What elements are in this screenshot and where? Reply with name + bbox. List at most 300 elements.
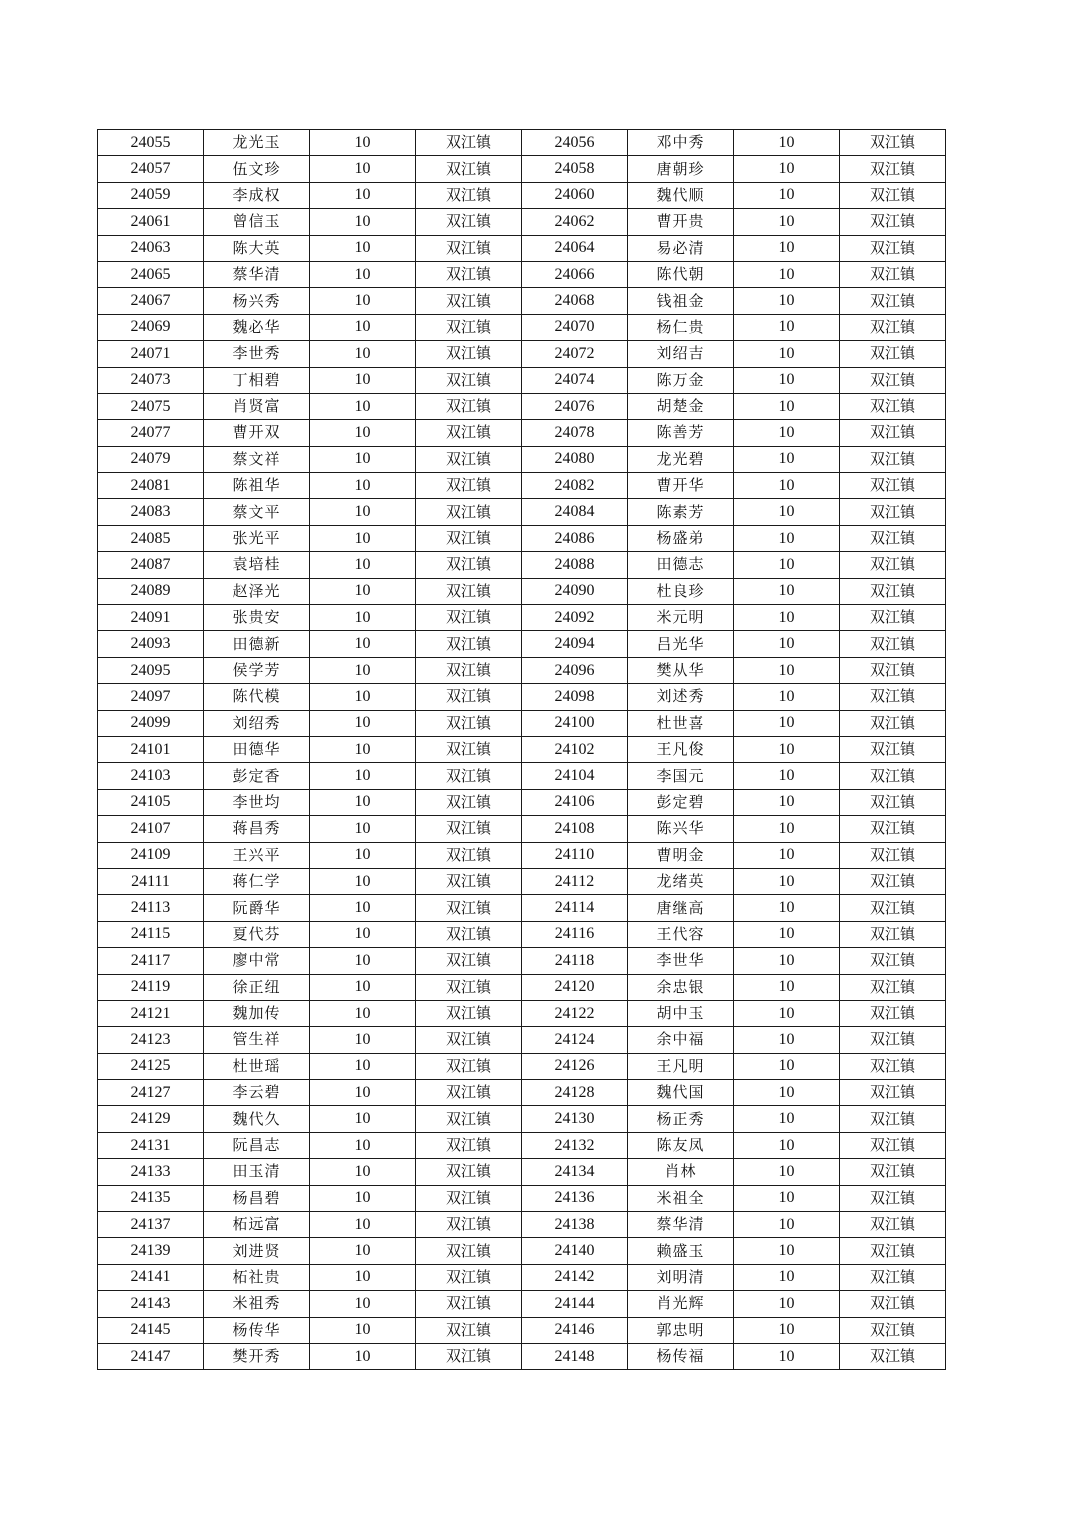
cell-id: 24125	[98, 1053, 204, 1079]
cell-name: 钱祖金	[628, 288, 734, 314]
cell-amount: 10	[310, 631, 416, 657]
cell-town: 双江镇	[416, 552, 522, 578]
cell-id: 24135	[98, 1185, 204, 1211]
cell-town: 双江镇	[416, 314, 522, 340]
cell-name: 廖中常	[204, 948, 310, 974]
cell-id: 24100	[522, 710, 628, 736]
cell-amount: 10	[734, 1027, 840, 1053]
cell-id: 24069	[98, 314, 204, 340]
cell-amount: 10	[310, 288, 416, 314]
cell-id: 24143	[98, 1291, 204, 1317]
cell-id: 24065	[98, 261, 204, 287]
cell-id: 24124	[522, 1027, 628, 1053]
cell-id: 24074	[522, 367, 628, 393]
cell-town: 双江镇	[840, 446, 946, 472]
cell-name: 余中福	[628, 1027, 734, 1053]
cell-name: 丁相碧	[204, 367, 310, 393]
cell-id: 24096	[522, 657, 628, 683]
cell-id: 24058	[522, 156, 628, 182]
cell-name: 陈善芳	[628, 420, 734, 446]
cell-name: 田玉清	[204, 1159, 310, 1185]
table-row	[98, 525, 946, 551]
cell-id: 24109	[98, 842, 204, 868]
cell-town: 双江镇	[416, 1106, 522, 1132]
table-row	[98, 420, 946, 446]
cell-amount: 10	[734, 1317, 840, 1343]
cell-id: 24147	[98, 1343, 204, 1369]
cell-id: 24091	[98, 605, 204, 631]
cell-id: 24117	[98, 948, 204, 974]
cell-amount: 10	[734, 552, 840, 578]
cell-id: 24057	[98, 156, 204, 182]
cell-name: 杨传华	[204, 1317, 310, 1343]
cell-town: 双江镇	[840, 1053, 946, 1079]
cell-amount: 10	[310, 446, 416, 472]
cell-amount: 10	[734, 261, 840, 287]
cell-id: 24103	[98, 763, 204, 789]
cell-name: 曾信玉	[204, 209, 310, 235]
cell-id: 24126	[522, 1053, 628, 1079]
cell-amount: 10	[734, 1238, 840, 1264]
cell-amount: 10	[734, 895, 840, 921]
cell-name: 陈万金	[628, 367, 734, 393]
cell-name: 米祖全	[628, 1185, 734, 1211]
cell-town: 双江镇	[416, 921, 522, 947]
cell-name: 郭忠明	[628, 1317, 734, 1343]
cell-amount: 10	[310, 1053, 416, 1079]
cell-amount: 10	[734, 1132, 840, 1158]
cell-amount: 10	[734, 341, 840, 367]
cell-amount: 10	[310, 367, 416, 393]
cell-id: 24139	[98, 1238, 204, 1264]
cell-name: 杨昌碧	[204, 1185, 310, 1211]
cell-id: 24113	[98, 895, 204, 921]
cell-amount: 10	[310, 1000, 416, 1026]
cell-name: 蒋仁学	[204, 868, 310, 894]
cell-id: 24073	[98, 367, 204, 393]
cell-town: 双江镇	[840, 1343, 946, 1369]
cell-name: 蒋昌秀	[204, 816, 310, 842]
cell-id: 24114	[522, 895, 628, 921]
cell-town: 双江镇	[416, 895, 522, 921]
table-row	[98, 1212, 946, 1238]
cell-amount: 10	[734, 868, 840, 894]
cell-amount: 10	[310, 948, 416, 974]
cell-amount: 10	[310, 1264, 416, 1290]
table-row	[98, 235, 946, 261]
cell-name: 肖贤富	[204, 393, 310, 419]
cell-amount: 10	[310, 736, 416, 762]
table-row	[98, 341, 946, 367]
cell-name: 曹开华	[628, 473, 734, 499]
cell-name: 余忠银	[628, 974, 734, 1000]
cell-name: 王凡俊	[628, 736, 734, 762]
cell-amount: 10	[310, 868, 416, 894]
cell-town: 双江镇	[416, 974, 522, 1000]
cell-name: 彭定碧	[628, 789, 734, 815]
cell-name: 杜世瑶	[204, 1053, 310, 1079]
cell-id: 24063	[98, 235, 204, 261]
cell-amount: 10	[734, 842, 840, 868]
cell-amount: 10	[310, 974, 416, 1000]
cell-amount: 10	[734, 948, 840, 974]
cell-town: 双江镇	[416, 473, 522, 499]
cell-amount: 10	[734, 235, 840, 261]
cell-town: 双江镇	[416, 420, 522, 446]
cell-id: 24127	[98, 1080, 204, 1106]
cell-amount: 10	[310, 314, 416, 340]
cell-town: 双江镇	[416, 1000, 522, 1026]
cell-id: 24115	[98, 921, 204, 947]
cell-name: 王代容	[628, 921, 734, 947]
cell-id: 24060	[522, 182, 628, 208]
cell-name: 陈大英	[204, 235, 310, 261]
cell-town: 双江镇	[840, 473, 946, 499]
cell-name: 张光平	[204, 525, 310, 551]
cell-amount: 10	[310, 552, 416, 578]
table-row	[98, 288, 946, 314]
cell-amount: 10	[310, 657, 416, 683]
table-row	[98, 710, 946, 736]
cell-amount: 10	[734, 1291, 840, 1317]
cell-town: 双江镇	[416, 631, 522, 657]
table-row	[98, 209, 946, 235]
cell-id: 24102	[522, 736, 628, 762]
cell-id: 24142	[522, 1264, 628, 1290]
cell-name: 刘进贤	[204, 1238, 310, 1264]
cell-town: 双江镇	[840, 1264, 946, 1290]
cell-id: 24120	[522, 974, 628, 1000]
cell-amount: 10	[310, 816, 416, 842]
cell-name: 刘述秀	[628, 684, 734, 710]
cell-amount: 10	[310, 1291, 416, 1317]
cell-name: 杨仁贵	[628, 314, 734, 340]
cell-id: 24075	[98, 393, 204, 419]
cell-amount: 10	[310, 499, 416, 525]
cell-amount: 10	[310, 1238, 416, 1264]
cell-id: 24067	[98, 288, 204, 314]
cell-amount: 10	[734, 1212, 840, 1238]
cell-id: 24145	[98, 1317, 204, 1343]
table-row	[98, 552, 946, 578]
cell-amount: 10	[734, 684, 840, 710]
table-row	[98, 974, 946, 1000]
cell-name: 柘远富	[204, 1212, 310, 1238]
cell-name: 唐继高	[628, 895, 734, 921]
cell-name: 赖盛玉	[628, 1238, 734, 1264]
cell-id: 24130	[522, 1106, 628, 1132]
cell-town: 双江镇	[840, 684, 946, 710]
cell-name: 龙绪英	[628, 868, 734, 894]
cell-id: 24105	[98, 789, 204, 815]
cell-town: 双江镇	[840, 1027, 946, 1053]
cell-town: 双江镇	[416, 499, 522, 525]
cell-id: 24141	[98, 1264, 204, 1290]
cell-amount: 10	[310, 525, 416, 551]
cell-amount: 10	[734, 473, 840, 499]
table-row	[98, 684, 946, 710]
cell-town: 双江镇	[416, 842, 522, 868]
table-row	[98, 156, 946, 182]
cell-name: 陈兴华	[628, 816, 734, 842]
cell-town: 双江镇	[840, 657, 946, 683]
cell-town: 双江镇	[416, 736, 522, 762]
cell-amount: 10	[734, 921, 840, 947]
table-row	[98, 1264, 946, 1290]
cell-town: 双江镇	[416, 657, 522, 683]
cell-id: 24070	[522, 314, 628, 340]
cell-name: 李成权	[204, 182, 310, 208]
cell-town: 双江镇	[840, 895, 946, 921]
cell-id: 24094	[522, 631, 628, 657]
cell-amount: 10	[734, 1106, 840, 1132]
cell-amount: 10	[310, 130, 416, 156]
cell-amount: 10	[734, 1343, 840, 1369]
cell-id: 24097	[98, 684, 204, 710]
cell-town: 双江镇	[840, 816, 946, 842]
cell-name: 蔡华清	[628, 1212, 734, 1238]
cell-town: 双江镇	[840, 948, 946, 974]
cell-town: 双江镇	[840, 499, 946, 525]
cell-id: 24086	[522, 525, 628, 551]
cell-town: 双江镇	[840, 288, 946, 314]
cell-town: 双江镇	[416, 1185, 522, 1211]
cell-town: 双江镇	[840, 1185, 946, 1211]
table-row	[98, 367, 946, 393]
table-row	[98, 736, 946, 762]
cell-name: 米元明	[628, 605, 734, 631]
cell-amount: 10	[734, 816, 840, 842]
cell-amount: 10	[734, 1159, 840, 1185]
cell-id: 24134	[522, 1159, 628, 1185]
cell-town: 双江镇	[416, 393, 522, 419]
cell-town: 双江镇	[416, 341, 522, 367]
cell-name: 李国元	[628, 763, 734, 789]
cell-amount: 10	[310, 261, 416, 287]
cell-name: 刘明清	[628, 1264, 734, 1290]
cell-town: 双江镇	[416, 1212, 522, 1238]
cell-id: 24089	[98, 578, 204, 604]
cell-id: 24079	[98, 446, 204, 472]
cell-town: 双江镇	[840, 1317, 946, 1343]
table-row	[98, 1132, 946, 1158]
cell-town: 双江镇	[416, 182, 522, 208]
cell-amount: 10	[310, 209, 416, 235]
cell-amount: 10	[310, 473, 416, 499]
cell-amount: 10	[734, 446, 840, 472]
cell-name: 胡中玉	[628, 1000, 734, 1026]
cell-town: 双江镇	[840, 1212, 946, 1238]
cell-amount: 10	[310, 1106, 416, 1132]
cell-town: 双江镇	[840, 736, 946, 762]
cell-id: 24118	[522, 948, 628, 974]
table-row	[98, 657, 946, 683]
cell-name: 曹开贵	[628, 209, 734, 235]
cell-town: 双江镇	[840, 605, 946, 631]
cell-amount: 10	[310, 1185, 416, 1211]
cell-amount: 10	[310, 763, 416, 789]
cell-id: 24064	[522, 235, 628, 261]
cell-name: 阮昌志	[204, 1132, 310, 1158]
cell-town: 双江镇	[416, 1027, 522, 1053]
table-row	[98, 842, 946, 868]
cell-amount: 10	[734, 631, 840, 657]
cell-town: 双江镇	[840, 182, 946, 208]
cell-name: 曹开双	[204, 420, 310, 446]
cell-town: 双江镇	[840, 156, 946, 182]
cell-amount: 10	[734, 1185, 840, 1211]
cell-name: 刘绍吉	[628, 341, 734, 367]
cell-amount: 10	[734, 710, 840, 736]
cell-town: 双江镇	[840, 842, 946, 868]
cell-name: 邓中秀	[628, 130, 734, 156]
cell-town: 双江镇	[840, 367, 946, 393]
cell-town: 双江镇	[840, 1238, 946, 1264]
cell-amount: 10	[734, 789, 840, 815]
table-row	[98, 1185, 946, 1211]
cell-amount: 10	[310, 156, 416, 182]
cell-name: 王兴平	[204, 842, 310, 868]
cell-town: 双江镇	[416, 578, 522, 604]
cell-town: 双江镇	[840, 710, 946, 736]
cell-town: 双江镇	[416, 130, 522, 156]
table-row	[98, 1000, 946, 1026]
cell-amount: 10	[734, 1000, 840, 1026]
cell-id: 24101	[98, 736, 204, 762]
cell-name: 魏加传	[204, 1000, 310, 1026]
table-row	[98, 393, 946, 419]
cell-town: 双江镇	[416, 710, 522, 736]
cell-name: 蔡华清	[204, 261, 310, 287]
cell-id: 24087	[98, 552, 204, 578]
cell-amount: 10	[734, 657, 840, 683]
cell-name: 赵泽光	[204, 578, 310, 604]
cell-amount: 10	[734, 525, 840, 551]
cell-town: 双江镇	[416, 261, 522, 287]
cell-name: 魏代久	[204, 1106, 310, 1132]
cell-name: 阮爵华	[204, 895, 310, 921]
cell-name: 曹明金	[628, 842, 734, 868]
cell-town: 双江镇	[416, 684, 522, 710]
cell-id: 24062	[522, 209, 628, 235]
cell-id: 24112	[522, 868, 628, 894]
cell-town: 双江镇	[416, 789, 522, 815]
table-row	[98, 314, 946, 340]
cell-name: 陈代模	[204, 684, 310, 710]
cell-id: 24076	[522, 393, 628, 419]
cell-id: 24055	[98, 130, 204, 156]
cell-id: 24148	[522, 1343, 628, 1369]
cell-id: 24056	[522, 130, 628, 156]
cell-id: 24098	[522, 684, 628, 710]
cell-amount: 10	[310, 420, 416, 446]
cell-id: 24095	[98, 657, 204, 683]
cell-name: 陈友凤	[628, 1132, 734, 1158]
table-row	[98, 868, 946, 894]
cell-name: 陈素芳	[628, 499, 734, 525]
cell-id: 24084	[522, 499, 628, 525]
cell-town: 双江镇	[416, 446, 522, 472]
table-row	[98, 1027, 946, 1053]
cell-id: 24123	[98, 1027, 204, 1053]
cell-name: 柘社贵	[204, 1264, 310, 1290]
cell-amount: 10	[310, 1027, 416, 1053]
cell-amount: 10	[734, 367, 840, 393]
cell-name: 唐朝珍	[628, 156, 734, 182]
cell-town: 双江镇	[840, 578, 946, 604]
cell-name: 魏代国	[628, 1080, 734, 1106]
cell-id: 24131	[98, 1132, 204, 1158]
table-row	[98, 1159, 946, 1185]
table-row	[98, 578, 946, 604]
cell-town: 双江镇	[416, 1132, 522, 1158]
cell-name: 杜世喜	[628, 710, 734, 736]
cell-amount: 10	[310, 1159, 416, 1185]
cell-town: 双江镇	[840, 974, 946, 1000]
cell-town: 双江镇	[840, 393, 946, 419]
cell-town: 双江镇	[840, 420, 946, 446]
cell-amount: 10	[310, 1080, 416, 1106]
cell-id: 24066	[522, 261, 628, 287]
cell-town: 双江镇	[840, 1000, 946, 1026]
cell-id: 24099	[98, 710, 204, 736]
cell-town: 双江镇	[840, 261, 946, 287]
cell-id: 24144	[522, 1291, 628, 1317]
table-row	[98, 1317, 946, 1343]
cell-id: 24119	[98, 974, 204, 1000]
cell-amount: 10	[734, 605, 840, 631]
cell-id: 24088	[522, 552, 628, 578]
roster-body	[98, 130, 946, 1370]
cell-name: 龙光玉	[204, 130, 310, 156]
cell-id: 24072	[522, 341, 628, 367]
cell-name: 易必清	[628, 235, 734, 261]
cell-name: 夏代芬	[204, 921, 310, 947]
cell-id: 24068	[522, 288, 628, 314]
cell-amount: 10	[310, 789, 416, 815]
table-row	[98, 130, 946, 156]
cell-town: 双江镇	[840, 235, 946, 261]
cell-name: 龙光碧	[628, 446, 734, 472]
cell-town: 双江镇	[416, 1343, 522, 1369]
cell-amount: 10	[310, 1212, 416, 1238]
cell-name: 刘绍秀	[204, 710, 310, 736]
cell-name: 魏必华	[204, 314, 310, 340]
cell-town: 双江镇	[416, 763, 522, 789]
cell-id: 24061	[98, 209, 204, 235]
cell-town: 双江镇	[840, 130, 946, 156]
cell-id: 24092	[522, 605, 628, 631]
cell-town: 双江镇	[416, 209, 522, 235]
cell-town: 双江镇	[416, 816, 522, 842]
cell-amount: 10	[310, 1343, 416, 1369]
cell-id: 24133	[98, 1159, 204, 1185]
cell-name: 李世秀	[204, 341, 310, 367]
cell-amount: 10	[734, 578, 840, 604]
cell-name: 肖光辉	[628, 1291, 734, 1317]
cell-name: 田德华	[204, 736, 310, 762]
cell-town: 双江镇	[416, 1264, 522, 1290]
cell-town: 双江镇	[416, 288, 522, 314]
table-row	[98, 499, 946, 525]
cell-name: 侯学芳	[204, 657, 310, 683]
table-row	[98, 631, 946, 657]
table-row	[98, 763, 946, 789]
cell-name: 杨兴秀	[204, 288, 310, 314]
cell-name: 米祖秀	[204, 1291, 310, 1317]
table-row	[98, 948, 946, 974]
cell-name: 彭定香	[204, 763, 310, 789]
